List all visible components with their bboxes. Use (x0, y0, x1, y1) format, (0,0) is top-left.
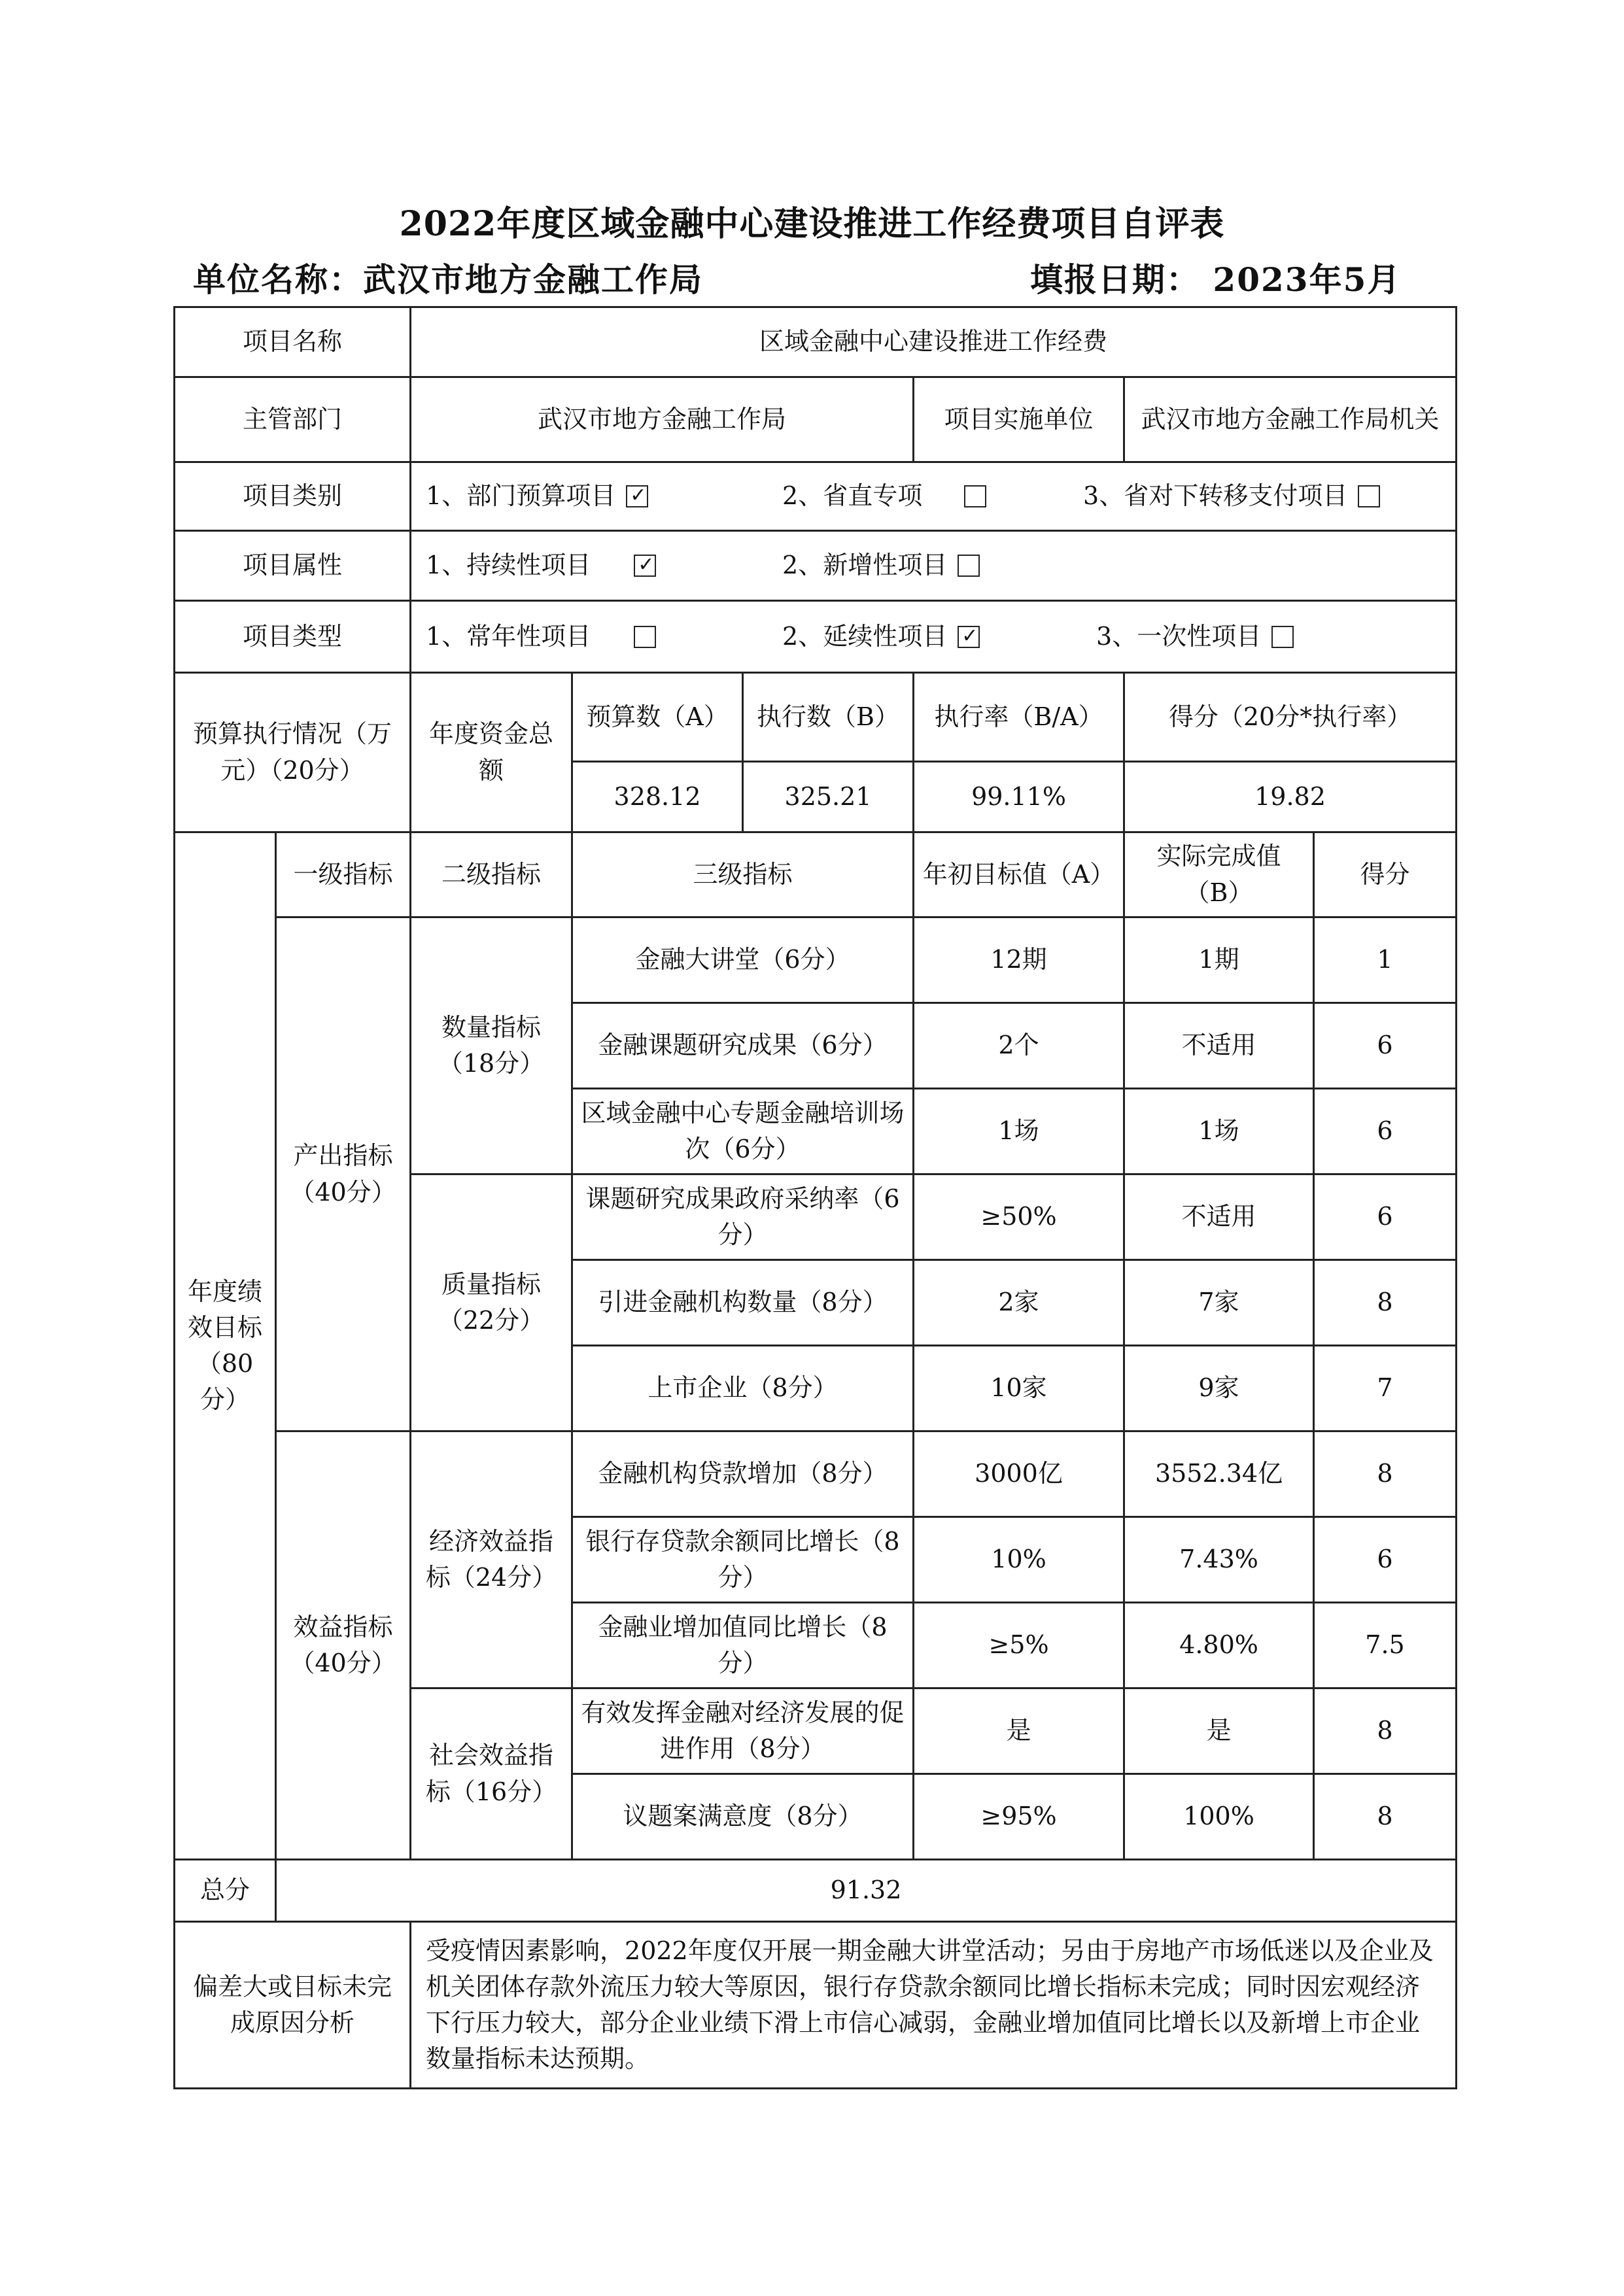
level1-output: 产出指标（40分） (276, 917, 411, 1431)
indicator-actual: 3552.34亿 (1124, 1431, 1314, 1517)
indicator-actual: 1期 (1124, 917, 1314, 1003)
indicator-score: 6 (1314, 1003, 1457, 1089)
option-label: 1、常年性项目 (426, 621, 591, 651)
option-label: 3、一次性项目 (1096, 621, 1262, 651)
indicator-score: 7 (1314, 1346, 1457, 1431)
checkbox-empty-icon (964, 485, 986, 507)
deviation-analysis-text: 受疫情因素影响，2022年度仅开展一期金融大讲堂活动；另由于房地产市场低迷以及企业及机关团体存款外流压力较大等原因，银行存贷款余额同比增长指标未完成；同时因宏观经济下行压力较大，部分企业业绩下滑上市信心减弱，金融业增加值同比增长以及新增上市企业数量指标未达预期。 (411, 1922, 1457, 2089)
indicator-score: 8 (1314, 1688, 1457, 1774)
self-evaluation-table (173, 306, 1457, 2089)
value-project-name: 区域金融中心建设推进工作经费 (411, 307, 1457, 377)
indicator-actual: 1场 (1124, 1089, 1314, 1174)
header-score-formula: 得分（20分*执行率） (1124, 673, 1457, 762)
header-level2: 二级指标 (411, 832, 572, 917)
label-attribute: 项目属性 (175, 531, 411, 601)
checkbox-checked-icon (626, 485, 648, 507)
level1-benefit: 效益指标（40分） (276, 1431, 411, 1860)
attribute-options (411, 531, 1457, 601)
indicator-score: 8 (1314, 1774, 1457, 1860)
document-title: 2022年度区域金融中心建设推进工作经费项目自评表 (399, 204, 1225, 244)
type-option-3 (1096, 619, 1294, 655)
indicator-score: 1 (1314, 917, 1457, 1003)
label-total: 总分 (175, 1860, 276, 1922)
header-score: 得分 (1314, 832, 1457, 917)
indicator-target: 12期 (914, 917, 1124, 1003)
indicator-score: 8 (1314, 1431, 1457, 1517)
option-label: 1、部门预算项目 (426, 481, 616, 511)
option-label: 3、省对下转移支付项目 (1083, 481, 1348, 511)
checkbox-checked-icon (958, 626, 980, 648)
label-annual-funds: 年度资金总额 (411, 673, 572, 832)
row-type (175, 601, 1457, 673)
checkbox-empty-icon (958, 555, 980, 577)
level2-social: 社会效益指标（16分） (411, 1688, 572, 1860)
indicator-target: 10% (914, 1517, 1124, 1603)
indicator-score: 6 (1314, 1174, 1457, 1260)
category-options (411, 462, 1457, 531)
indicator-name: 区域金融中心专题金融培训场次（6分） (572, 1089, 914, 1174)
label-perf-goal: 年度绩效目标（80分） (175, 832, 276, 1860)
value-impl-unit: 武汉市地方金融工作局机关 (1124, 377, 1457, 462)
header-actual-b: 实际完成值（B） (1124, 832, 1314, 917)
option-label: 2、延续性项目 (782, 621, 948, 651)
label-category: 项目类别 (175, 462, 411, 531)
indicator-name: 上市企业（8分） (572, 1346, 914, 1431)
level2-quantity: 数量指标（18分） (411, 917, 572, 1174)
level2-economic: 经济效益指标（24分） (411, 1431, 572, 1688)
option-label: 2、新增性项目 (782, 551, 948, 580)
row-total (175, 1860, 1457, 1922)
row-deviation (175, 1922, 1457, 2089)
header-level1: 一级指标 (276, 832, 411, 917)
indicator-name: 引进金融机构数量（8分） (572, 1260, 914, 1346)
checkbox-empty-icon (1271, 626, 1294, 648)
indicator-name: 金融大讲堂（6分） (572, 917, 914, 1003)
indicator-target: 1场 (914, 1089, 1124, 1174)
indicator-actual: 不适用 (1124, 1174, 1314, 1260)
category-option-1 (426, 478, 782, 514)
indicator-target: 是 (914, 1688, 1124, 1774)
indicator-target: ≥50% (914, 1174, 1124, 1260)
type-options (411, 601, 1457, 673)
indicator-score: 7.5 (1314, 1603, 1457, 1688)
checkbox-empty-icon (1358, 485, 1380, 507)
indicator-actual: 不适用 (1124, 1003, 1314, 1089)
table-row (175, 1431, 1457, 1517)
header-exec-b: 执行数（B） (757, 702, 899, 731)
indicator-name: 议题案满意度（8分） (572, 1774, 914, 1860)
label-budget: 预算执行情况（万元）（20分） (175, 673, 411, 832)
header-exec-rate: 执行率（B/A） (914, 673, 1124, 762)
type-option-1 (426, 619, 782, 655)
indicator-target: ≥95% (914, 1774, 1124, 1860)
row-department (175, 377, 1457, 462)
row-project-name (175, 307, 1457, 377)
checkbox-empty-icon (634, 626, 656, 648)
type-option-2 (782, 619, 1096, 655)
label-department: 主管部门 (175, 377, 411, 462)
indicator-actual: 4.80% (1124, 1603, 1314, 1688)
row-budget-header (175, 673, 1457, 762)
indicator-score: 6 (1314, 1089, 1457, 1174)
budget-a-exec-b-header (572, 673, 914, 762)
indicator-name: 有效发挥金融对经济发展的促进作用（8分） (572, 1688, 914, 1774)
option-label: 2、省直专项 (782, 481, 923, 511)
indicator-target: 3000亿 (914, 1431, 1124, 1517)
category-option-2 (782, 478, 1083, 514)
header-level3: 三级指标 (572, 832, 914, 917)
fill-date-line: 填报日期： 2023年5月 (1030, 260, 1402, 299)
indicator-score: 8 (1314, 1260, 1457, 1346)
value-total: 91.32 (276, 1860, 1457, 1922)
attribute-option-1 (426, 547, 782, 583)
unit-name-line: 单位名称：武汉市地方金融工作局 (193, 260, 703, 299)
indicator-name: 课题研究成果政府采纳率（6分） (572, 1174, 914, 1260)
row-category (175, 462, 1457, 531)
value-department: 武汉市地方金融工作局 (411, 377, 914, 462)
indicator-actual: 100% (1124, 1774, 1314, 1860)
checkbox-checked-icon (634, 555, 656, 577)
indicator-actual: 9家 (1124, 1346, 1314, 1431)
header-budget-a: 预算数（A） (573, 674, 744, 761)
indicator-actual: 7家 (1124, 1260, 1314, 1346)
header-target-a: 年初目标值（A） (914, 832, 1124, 917)
label-type: 项目类型 (175, 601, 411, 673)
indicator-name: 银行存贷款余额同比增长（8分） (572, 1517, 914, 1603)
option-label: 1、持续性项目 (426, 551, 591, 580)
category-option-3 (1083, 478, 1380, 514)
indicator-name: 金融课题研究成果（6分） (572, 1003, 914, 1089)
indicator-target: ≥5% (914, 1603, 1124, 1688)
table-row (175, 917, 1457, 1003)
value-exec-b: 325.21 (784, 781, 872, 811)
indicator-score: 6 (1314, 1517, 1457, 1603)
indicator-target: 2个 (914, 1003, 1124, 1089)
indicator-actual: 7.43% (1124, 1517, 1314, 1603)
indicator-name: 金融机构贷款增加（8分） (572, 1431, 914, 1517)
indicator-name: 金融业增加值同比增长（8分） (572, 1603, 914, 1688)
label-impl-unit: 项目实施单位 (914, 377, 1124, 462)
value-budget-score: 19.82 (1124, 762, 1457, 832)
label-project-name: 项目名称 (175, 307, 411, 377)
budget-a-exec-b-values (572, 762, 914, 832)
value-exec-rate: 99.11% (914, 762, 1124, 832)
indicator-target: 2家 (914, 1260, 1124, 1346)
indicator-target: 10家 (914, 1346, 1124, 1431)
indicator-actual: 是 (1124, 1688, 1314, 1774)
value-budget-a: 328.12 (573, 762, 744, 831)
row-attribute (175, 531, 1457, 601)
label-deviation: 偏差大或目标未完成原因分析 (175, 1922, 411, 2089)
level2-quality: 质量指标（22分） (411, 1174, 572, 1431)
attribute-option-2 (782, 547, 980, 583)
row-indicator-header (175, 832, 1457, 917)
